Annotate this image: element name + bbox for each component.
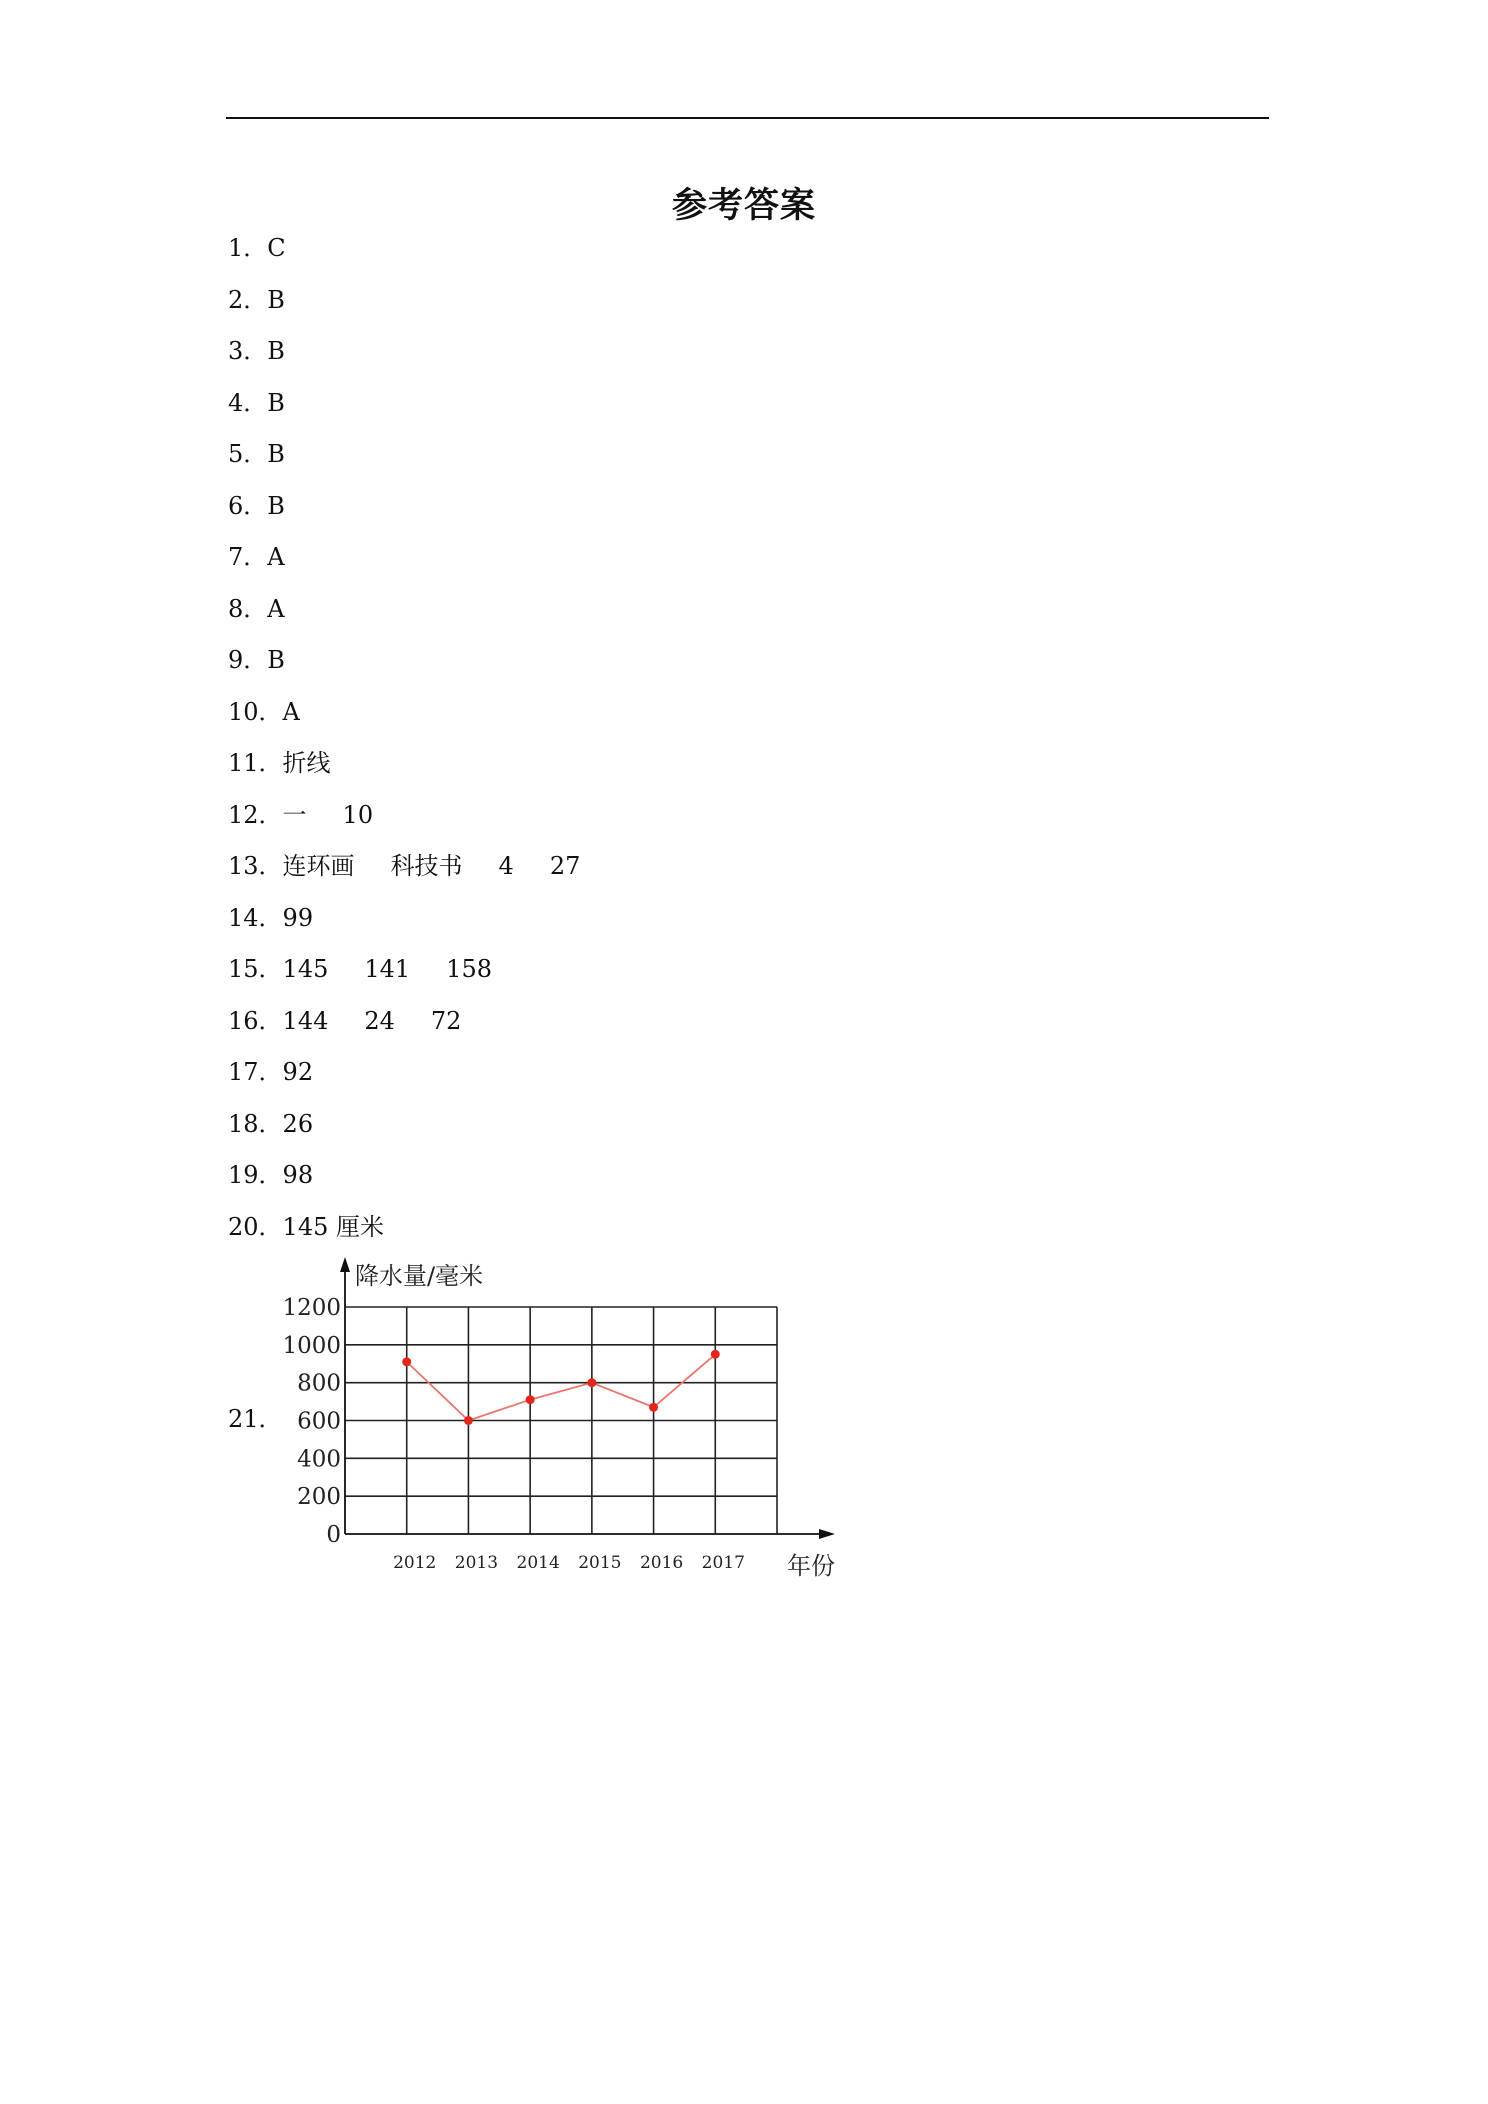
y-tick-label: 1200 <box>282 1295 341 1321</box>
answer-item <box>228 1158 616 1210</box>
answer-value: C <box>267 234 286 262</box>
answer-value: B <box>267 285 285 314</box>
answer-number: 8． <box>228 594 268 623</box>
answer-number: 19． <box>228 1161 283 1189</box>
x-axis-arrow-icon <box>819 1529 835 1539</box>
x-tick-label: 2015 <box>578 1553 622 1573</box>
answer-value: 98 <box>282 1161 314 1189</box>
answer-number: 18． <box>228 1109 283 1138</box>
answer-number: 1． <box>228 234 268 262</box>
answer-item <box>228 437 616 489</box>
answer-number: 7． <box>228 543 268 571</box>
answer-item <box>228 386 616 438</box>
answer-item <box>228 849 616 901</box>
answer-item <box>228 540 616 592</box>
answer-value: B <box>267 491 285 520</box>
data-point <box>526 1395 535 1404</box>
y-tick-label: 800 <box>297 1370 341 1397</box>
answer-item <box>228 798 616 850</box>
answer-value: 折线 <box>282 749 331 777</box>
series-line <box>407 1354 716 1420</box>
answer-number: 2． <box>228 285 268 314</box>
y-tick-label: 400 <box>297 1446 341 1473</box>
answer-value: B <box>267 440 285 468</box>
data-point <box>649 1403 658 1412</box>
y-tick-label: 600 <box>297 1408 341 1435</box>
answer-item <box>228 231 616 283</box>
answer-number: 6． <box>228 491 268 520</box>
answer-value: A <box>267 543 285 571</box>
answer-value: 99 <box>282 903 314 932</box>
answer-number: 12． <box>228 800 283 829</box>
answer-value: A <box>267 594 285 623</box>
answer-list <box>228 231 616 1261</box>
answer-value: 连环画 <box>282 852 355 880</box>
x-tick-label: 2013 <box>454 1553 499 1573</box>
answer-item <box>228 283 616 335</box>
data-point <box>711 1350 720 1359</box>
answer-number: 5． <box>228 440 268 468</box>
answer-item <box>228 1055 616 1107</box>
answer-item <box>228 1107 616 1159</box>
answer-item <box>228 334 616 386</box>
answer-value: 158 <box>446 955 492 983</box>
answer-number: 17． <box>228 1058 283 1086</box>
answer-item <box>228 746 616 798</box>
page-title: 参考答案 <box>671 186 816 226</box>
answer-number-21: 21． <box>228 1405 283 1433</box>
precipitation-line-chart <box>270 1252 850 1582</box>
data-point <box>587 1378 596 1387</box>
answer-value: B <box>267 646 285 674</box>
answer-value: 24 <box>364 1006 395 1035</box>
answer-item <box>228 643 616 695</box>
answer-number: 20． <box>228 1212 283 1241</box>
answer-value: 72 <box>430 1006 462 1035</box>
x-tick-label: 2012 <box>393 1553 437 1573</box>
y-tick-label: 1000 <box>282 1332 341 1359</box>
answer-number: 15． <box>228 955 283 983</box>
x-axis-title: 年份 <box>787 1552 835 1580</box>
answer-value: 26 <box>282 1109 314 1138</box>
answer-value: 145 <box>282 955 329 983</box>
answer-value: 一 <box>282 800 307 829</box>
answer-value: 144 <box>282 1006 329 1035</box>
y-axis-arrow-icon <box>340 1257 350 1272</box>
answer-value: 科技书 <box>390 852 463 880</box>
y-tick-label: 0 <box>326 1522 341 1548</box>
data-point <box>464 1416 473 1425</box>
answer-number: 4． <box>228 388 268 417</box>
answer-number: 16． <box>228 1006 283 1035</box>
answer-number: 10． <box>228 697 283 726</box>
answer-number: 14． <box>228 903 283 932</box>
x-tick-label: 2016 <box>639 1553 684 1573</box>
x-tick-label: 2014 <box>516 1553 560 1573</box>
answer-item <box>228 592 616 644</box>
header-rule <box>226 117 1269 119</box>
answer-value: B <box>267 337 285 365</box>
answer-number: 9． <box>228 646 268 674</box>
answer-item <box>228 901 616 953</box>
answer-number: 13． <box>228 852 283 880</box>
answer-item <box>228 1004 616 1056</box>
answer-number: 11． <box>228 749 283 777</box>
answer-value: 141 <box>364 955 411 983</box>
answer-value: 4 <box>498 852 514 880</box>
y-tick-label: 200 <box>297 1484 341 1511</box>
x-tick-label: 2017 <box>701 1553 745 1573</box>
answer-value: 92 <box>282 1058 314 1086</box>
answer-value: A <box>282 697 300 726</box>
answer-item <box>228 695 616 747</box>
answer-item <box>228 952 616 1004</box>
answer-value: B <box>267 388 285 417</box>
answer-value: 145 厘米 <box>282 1212 384 1241</box>
y-axis-title: 降水量/毫米 <box>355 1262 484 1290</box>
data-point <box>402 1357 411 1366</box>
answer-value: 27 <box>549 852 581 880</box>
answer-item <box>228 489 616 541</box>
answer-value: 10 <box>342 800 374 829</box>
answer-number: 3． <box>228 337 268 365</box>
